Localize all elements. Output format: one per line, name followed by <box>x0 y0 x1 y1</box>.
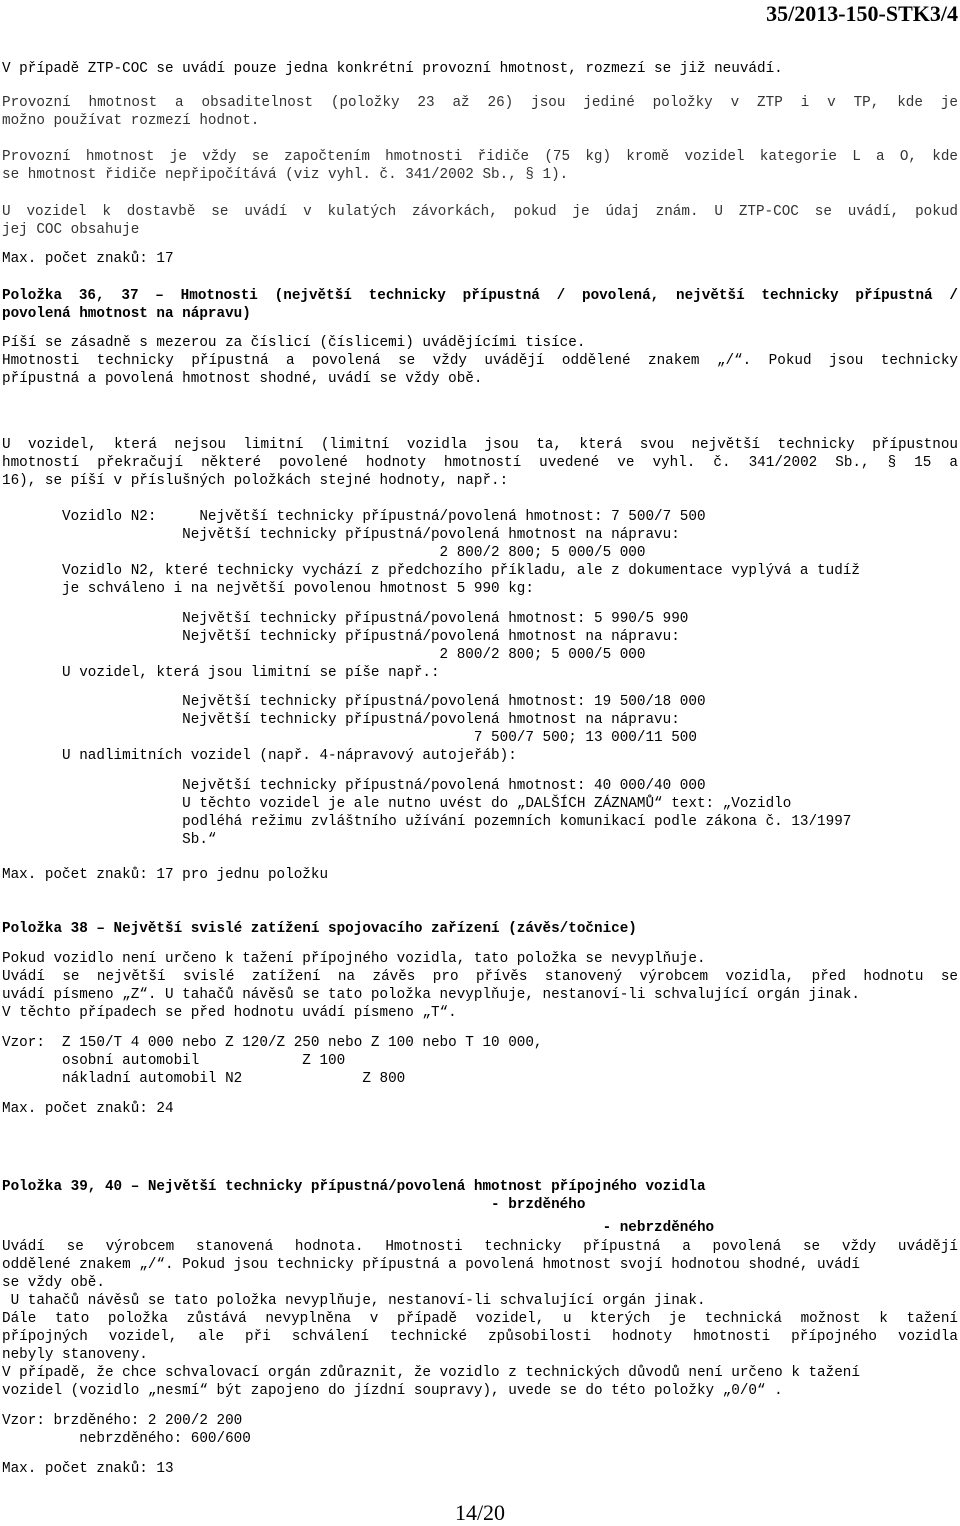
text-line: Max. počet znaků: 17 <box>2 251 174 267</box>
text-line: povolená hmotnost na nápravu) <box>2 306 251 322</box>
text-line: podléhá režimu zvláštního užívání pozemních komunikací podle zákona č. 13/1997 <box>2 814 852 830</box>
text-line: Píší se zásadně s mezerou za číslicí (číslicemi) uvádějícími tisíce. <box>2 335 586 351</box>
text-line: - brzděného <box>2 1197 586 1213</box>
text-line: Největší technicky přípustná/povolená hmotnost: 5 990/5 990 <box>2 611 689 627</box>
text-line: Vzor: brzděného: 2 200/2 200 <box>2 1413 243 1429</box>
text-line: přípustná a povolená hmotnost shodné, uvádí se vždy obě. <box>2 371 483 387</box>
text-line: V případě ZTP-COC se uvádí pouze jedna konkrétní provozní hmotnost, rozmezí se již neuvádí. <box>2 61 783 77</box>
text-line: Vzor: Z 150/T 4 000 nebo Z 120/Z 250 nebo Z 100 nebo T 10 000, <box>2 1035 543 1051</box>
text-line: hmotností překračují některé povolené hodnoty hmotností uvedené ve vyhl. č. 341/2002 Sb., § 15 a <box>2 455 958 471</box>
text-line: Max. počet znaků: 13 <box>2 1461 174 1477</box>
text-line: uvádí písmeno „Z“. U tahačů návěsů se tato položka nevyplňuje, nestanoví-li schvalující orgán jinak. <box>2 987 860 1003</box>
text-line: Uvádí se výrobcem stanovená hodnota. Hmotnosti technicky přípustná a povolená se vždy uvádějí <box>2 1239 958 1255</box>
text-line: Vozidlo N2: Největší technicky přípustná/povolená hmotnost: 7 500/7 500 <box>2 509 706 525</box>
document-header: 35/2013-150-STK3/4 <box>766 1 958 26</box>
text-line: Provozní hmotnost je vždy se započtením hmotnosti řidiče (75 kg) kromě vozidel kategorie L a O, kde <box>2 149 958 165</box>
text-line: se hmotnost řidiče nepřipočítává (viz vyhl. č. 341/2002 Sb., § 1). <box>2 167 569 183</box>
text-line: Provozní hmotnost a obsaditelnost (položky 23 až 26) jsou jediné položky v ZTP i v TP, kde je <box>2 95 958 111</box>
text-line: U nadlimitních vozidel (např. 4-nápravový autojeřáb): <box>2 748 517 764</box>
text-line: nebyly stanoveny. <box>2 1347 148 1363</box>
text-line: 2 800/2 800; 5 000/5 000 <box>2 647 646 663</box>
text-line: Největší technicky přípustná/povolená hmotnost na nápravu: <box>2 712 680 728</box>
text-line: osobní automobil Z 100 <box>2 1053 346 1069</box>
text-line: Největší technicky přípustná/povolená hmotnost: 40 000/40 000 <box>2 778 706 794</box>
text-line: 2 800/2 800; 5 000/5 000 <box>2 545 646 561</box>
text-line: U vozidel k dostavbě se uvádí v kulatých závorkách, pokud je údaj znám. U ZTP-COC se uvádí, pokud <box>2 204 958 220</box>
text-line: Největší technicky přípustná/povolená hmotnost: 19 500/18 000 <box>2 694 706 710</box>
text-line: Max. počet znaků: 17 pro jednu položku <box>2 867 329 883</box>
text-line: V případě, že chce schvalovací orgán zdůraznit, že vozidlo z technických důvodů není určeno k tažení <box>2 1365 860 1381</box>
text-line: vozidel (vozidlo „nesmí“ být zapojeno do jízdní soupravy), uvede se do této položky „0/0“ . <box>2 1383 783 1399</box>
text-line: je schváleno i na největší povolenou hmotnost 5 990 kg: <box>2 581 534 597</box>
text-line: Největší technicky přípustná/povolená hmotnost na nápravu: <box>2 629 680 645</box>
text-line: U vozidel, která nejsou limitní (limitní vozidla jsou ta, která svou největší technicky přípustnou <box>2 437 958 453</box>
text-line: oddělené znakem „/“. Pokud jsou technicky přípustná a povolená hmotnost svojí hodnotou shodné, uvádí <box>2 1257 860 1273</box>
text-line: U vozidel, která jsou limitní se píše např.: <box>2 665 440 681</box>
text-line: se vždy obě. <box>2 1275 105 1291</box>
text-line: Max. počet znaků: 24 <box>2 1101 174 1117</box>
text-line: Dále tato položka zůstává nevyplněna v případě vozidel, u kterých je technická možnost k tažení <box>2 1311 958 1327</box>
page-number: 14/20 <box>454 1500 506 1525</box>
text-line: - nebrzděného <box>2 1220 715 1236</box>
text-line: 7 500/7 500; 13 000/11 500 <box>2 730 697 746</box>
text-line: U tahačů návěsů se tato položka nevyplňuje, nestanoví-li schvalující orgán jinak. <box>2 1293 706 1309</box>
text-line: Největší technicky přípustná/povolená hmotnost na nápravu: <box>2 527 680 543</box>
text-line: nákladní automobil N2 Z 800 <box>2 1071 406 1087</box>
text-line: Pokud vozidlo není určeno k tažení přípojného vozidla, tato položka se nevyplňuje. <box>2 951 706 967</box>
text-line: možno používat rozmezí hodnot. <box>2 113 260 129</box>
text-line: nebrzděného: 600/600 <box>2 1431 251 1447</box>
text-line: Uvádí se největší svislé zatížení na závěs pro přívěs stanovený výrobcem vozidla, před hodnotu se <box>2 969 958 985</box>
text-line: V těchto případech se před hodnotu uvádí písmeno „T“. <box>2 1005 457 1021</box>
text-line: Vozidlo N2, které technicky vychází z předchozího příkladu, ale z dokumentace vyplývá a tudíž <box>2 563 860 579</box>
text-line: přípojných vozidel, ale při schválení technické způsobilosti hodnoty hmotnosti přípojného vozidla <box>2 1329 958 1345</box>
text-line: Hmotnosti technicky přípustná a povolená se vždy uvádějí oddělené znakem „/“. Pokud jsou technicky <box>2 353 958 369</box>
text-line: 16), se píší v příslušných položkách stejné hodnoty, např.: <box>2 473 509 489</box>
text-line: Položka 39, 40 – Největší technicky přípustná/povolená hmotnost přípojného vozidla <box>2 1179 706 1195</box>
text-line: Položka 38 – Největší svislé zatížení spojovacího zařízení (závěs/točnice) <box>2 921 637 937</box>
text-line: jej COC obsahuje <box>2 222 140 238</box>
text-line: Sb.“ <box>2 832 217 848</box>
text-line: U těchto vozidel je ale nutno uvést do „DALŠÍCH ZÁZNAMŮ“ text: „Vozidlo <box>2 796 792 812</box>
text-line: Položka 36, 37 – Hmotnosti (největší technicky přípustná / povolená, největší technicky přípustná / <box>2 288 958 304</box>
